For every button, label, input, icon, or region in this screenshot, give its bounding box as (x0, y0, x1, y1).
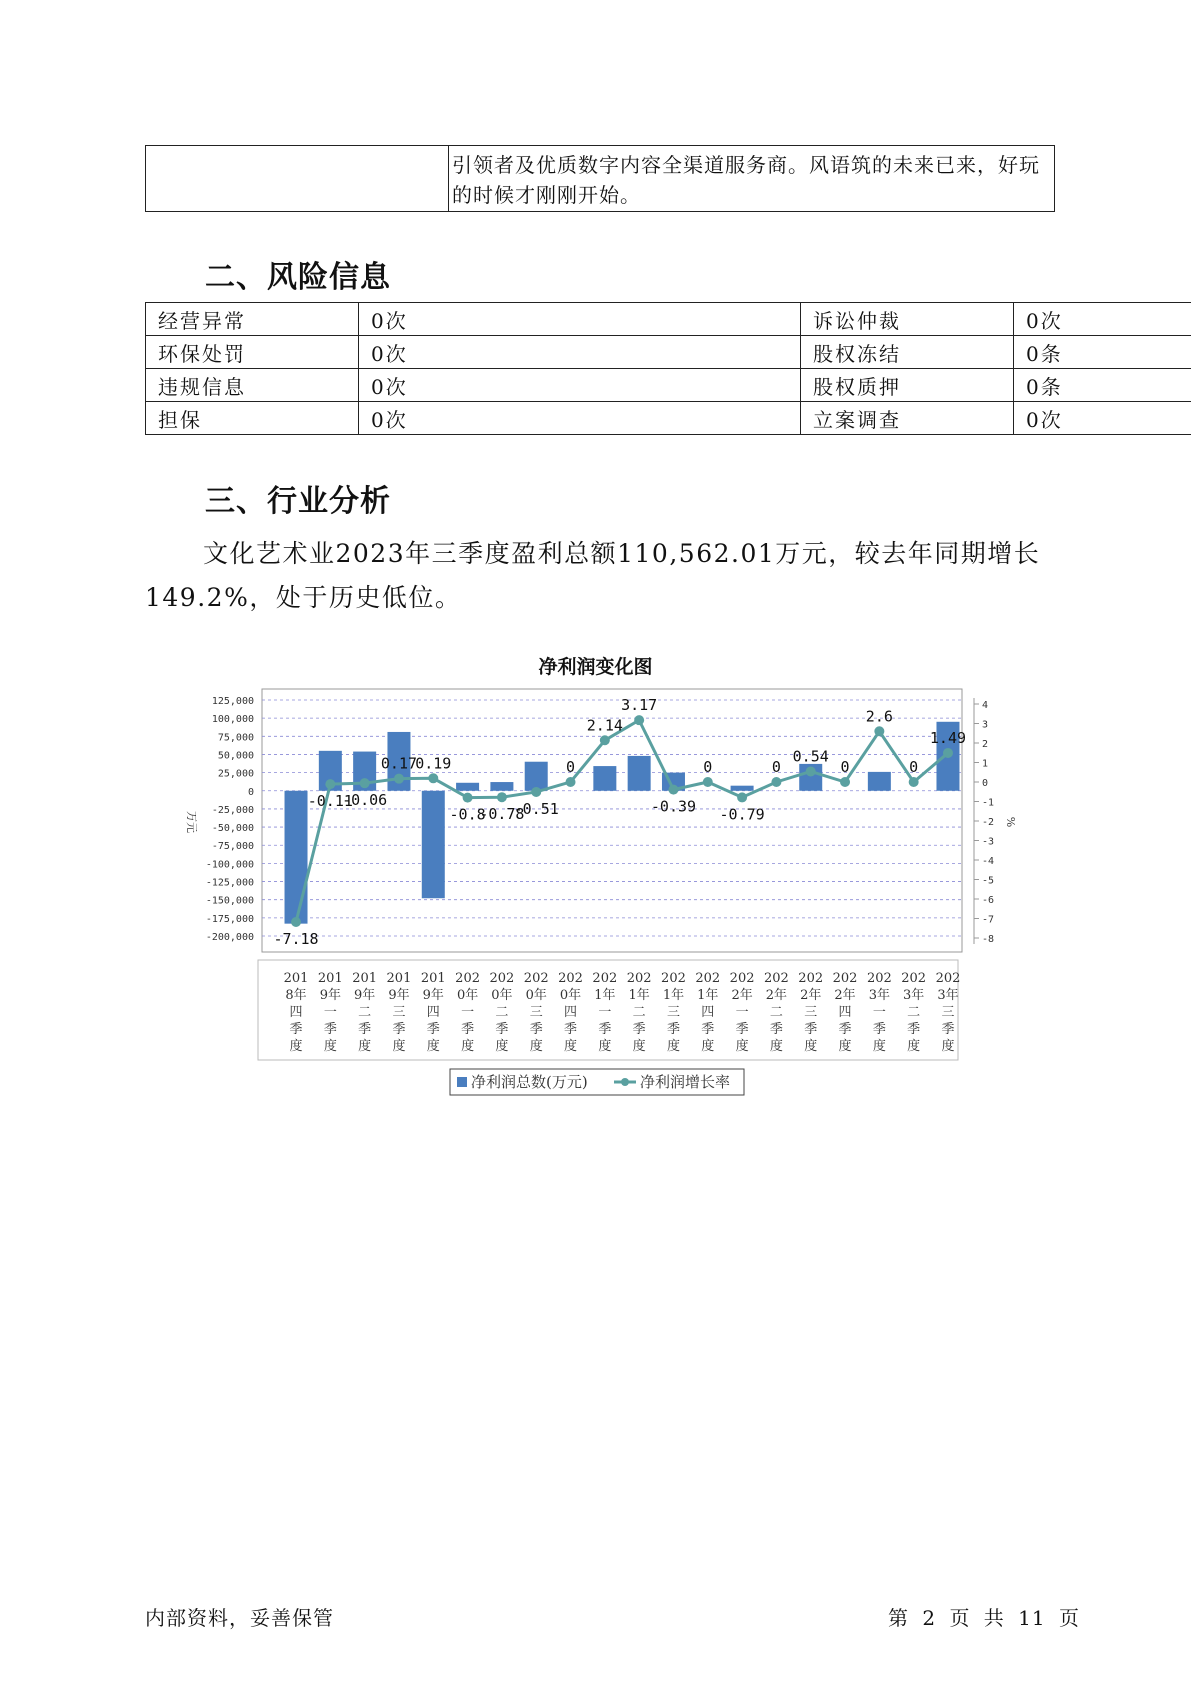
growth-point (634, 715, 644, 725)
growth-point (874, 726, 884, 736)
growth-data-label: 0 (909, 758, 919, 776)
risk-label: 立案调查 (801, 402, 1014, 435)
growth-data-label: 0 (566, 758, 576, 776)
growth-point (943, 748, 953, 758)
growth-point (531, 787, 541, 797)
y-tick-label: 50,000 (217, 750, 254, 762)
y-tick-label: -25,000 (211, 804, 254, 816)
bar (456, 783, 479, 791)
x-tick-label: 202 3年三季度 (935, 971, 961, 1054)
chart-title: 净利润变化图 (538, 656, 653, 678)
growth-point (394, 774, 404, 784)
y-tick-label: -100,000 (205, 859, 254, 871)
risk-label: 股权冻结 (801, 336, 1014, 369)
x-tick-label: 202 2年一季度 (729, 971, 755, 1054)
bar (525, 762, 548, 791)
growth-data-label: 2.6 (865, 707, 893, 726)
growth-data-label: 0.17 (380, 754, 418, 773)
y2-tick-label: 4 (982, 700, 989, 711)
growth-point (600, 735, 610, 745)
growth-data-label: 3.17 (621, 696, 658, 715)
growth-point (463, 793, 473, 803)
footer-page-number: 第 2 页 共 11 页 (888, 1606, 1080, 1630)
y2-tick-label: -1 (982, 797, 995, 809)
growth-point (771, 777, 781, 787)
risk-value: 0次 (359, 402, 801, 435)
growth-point (909, 777, 919, 787)
risk-value: 0次 (359, 303, 801, 336)
growth-point (360, 778, 370, 788)
industry-paragraph: 文化艺术业2023年三季度盈利总额110,562.01万元，较去年同期增长149.2%，处于历史低位。 (145, 539, 1041, 612)
x-tick-label: 201 9年二季度 (352, 971, 378, 1054)
risk-label: 违规信息 (146, 369, 359, 402)
risk-label: 诉讼仲裁 (801, 303, 1014, 336)
growth-point (291, 917, 301, 927)
y-tick-label: 75,000 (217, 732, 254, 744)
growth-point (325, 779, 335, 789)
legend-label-line: 净利润增长率 (640, 1073, 731, 1091)
growth-point (497, 792, 507, 802)
growth-data-label: 2.14 (586, 716, 623, 735)
risk-label: 经营异常 (146, 303, 359, 336)
x-tick-label: 202 1年四季度 (695, 971, 721, 1054)
risk-value: 0次 (359, 369, 801, 402)
y2-tick-label: -2 (982, 817, 995, 828)
x-tick-label: 201 9年三季度 (386, 971, 412, 1054)
growth-point (737, 792, 747, 802)
bar (422, 791, 445, 898)
y2-tick-label: -5 (982, 875, 995, 887)
growth-data-label: -0.06 (342, 791, 388, 810)
growth-data-label: -0.78 (479, 805, 525, 824)
growth-data-label: -0.8 (449, 805, 486, 824)
growth-data-label: 0 (771, 758, 781, 776)
x-tick-label: 202 2年三季度 (798, 971, 824, 1054)
x-tick-label: 202 0年二季度 (489, 971, 515, 1054)
y-tick-label: -200,000 (205, 932, 254, 943)
y-tick-label: -175,000 (205, 913, 254, 925)
x-tick-label: 202 0年四季度 (558, 971, 583, 1054)
growth-data-label: -0.39 (650, 797, 697, 816)
industry-heading: 三、行业分析 (205, 484, 391, 519)
growth-data-label: -7.18 (273, 930, 319, 949)
legend-swatch-bar (457, 1077, 467, 1087)
y-tick-label: -75,000 (211, 841, 254, 853)
risk-value: 0次 (1014, 402, 1191, 435)
risk-label: 股权质押 (801, 369, 1014, 402)
bar (490, 782, 513, 791)
x-tick-label: 202 2年二季度 (763, 971, 789, 1054)
bar (285, 791, 308, 924)
growth-data-label: 0.54 (792, 747, 829, 766)
x-tick-label: 202 1年三季度 (661, 971, 686, 1054)
growth-data-label: 0 (840, 758, 850, 776)
x-tick-label: 202 0年一季度 (455, 971, 481, 1054)
legend-label-bar: 净利润总数(万元) (471, 1073, 588, 1091)
y2-tick-label: 2 (982, 739, 989, 750)
bar (731, 786, 754, 791)
intro-text: 引领者及优质数字内容全渠道服务商。风语筑的未来已来，好玩的时候才刚刚开始。 (452, 153, 1040, 207)
x-tick-label: 202 1年二季度 (626, 971, 652, 1054)
y2-tick-label: -6 (982, 895, 995, 906)
y2-tick-label: 1 (982, 758, 989, 770)
risk-value: 0条 (1014, 369, 1191, 402)
y2-tick-label: -7 (982, 914, 995, 926)
bar (593, 766, 616, 791)
risk-label: 担保 (146, 402, 359, 435)
y-tick-label: 0 (247, 786, 254, 798)
x-tick-label: 202 2年四季度 (832, 971, 858, 1054)
x-tick-label: 201 9年四季度 (420, 971, 446, 1054)
y2-tick-label: 0 (982, 778, 989, 789)
growth-data-label: -0.79 (719, 805, 765, 824)
y-tick-label: -125,000 (205, 877, 254, 889)
growth-point (840, 777, 850, 787)
growth-data-label: 0.19 (415, 754, 452, 773)
growth-point (703, 777, 713, 787)
risk-value: 0次 (1014, 303, 1191, 336)
growth-data-label: 0 (703, 758, 713, 776)
growth-point (428, 773, 438, 783)
risk-heading: 二、风险信息 (205, 260, 391, 295)
y-tick-label: -150,000 (205, 895, 254, 907)
x-tick-label: 202 1年一季度 (592, 971, 618, 1054)
y-tick-label: -50,000 (211, 823, 254, 835)
y-axis-title: 万元 (185, 811, 198, 833)
growth-data-label: 1.49 (929, 728, 967, 747)
risk-label: 环保处罚 (146, 336, 359, 369)
y-tick-label: 25,000 (217, 768, 254, 780)
growth-data-label: -0.51 (513, 799, 559, 818)
risk-value: 0条 (1014, 336, 1191, 369)
risk-value: 0次 (359, 336, 801, 369)
x-tick-label: 202 3年二季度 (901, 971, 927, 1054)
legend-swatch-point (621, 1078, 629, 1086)
growth-data-label: -0.11 (307, 792, 353, 811)
y-tick-label: 100,000 (211, 714, 254, 726)
y2-tick-label: -3 (982, 836, 995, 848)
y2-axis-title: % (1004, 816, 1017, 828)
x-tick-label: 202 3年一季度 (866, 971, 892, 1054)
x-tick-label: 201 9年一季度 (317, 971, 343, 1054)
growth-point (806, 766, 816, 776)
y2-tick-label: 3 (982, 719, 989, 731)
y2-tick-label: -8 (982, 934, 995, 945)
x-tick-label: 202 0年三季度 (523, 971, 549, 1054)
growth-point (668, 785, 678, 795)
bar (868, 772, 891, 791)
y-tick-label: 125,000 (211, 696, 254, 707)
footer-confidential: 内部资料，妥善保管 (145, 1606, 334, 1630)
growth-point (566, 777, 576, 787)
bar (628, 756, 651, 791)
x-tick-label: 201 8年四季度 (283, 971, 309, 1054)
y2-tick-label: -4 (982, 856, 995, 867)
